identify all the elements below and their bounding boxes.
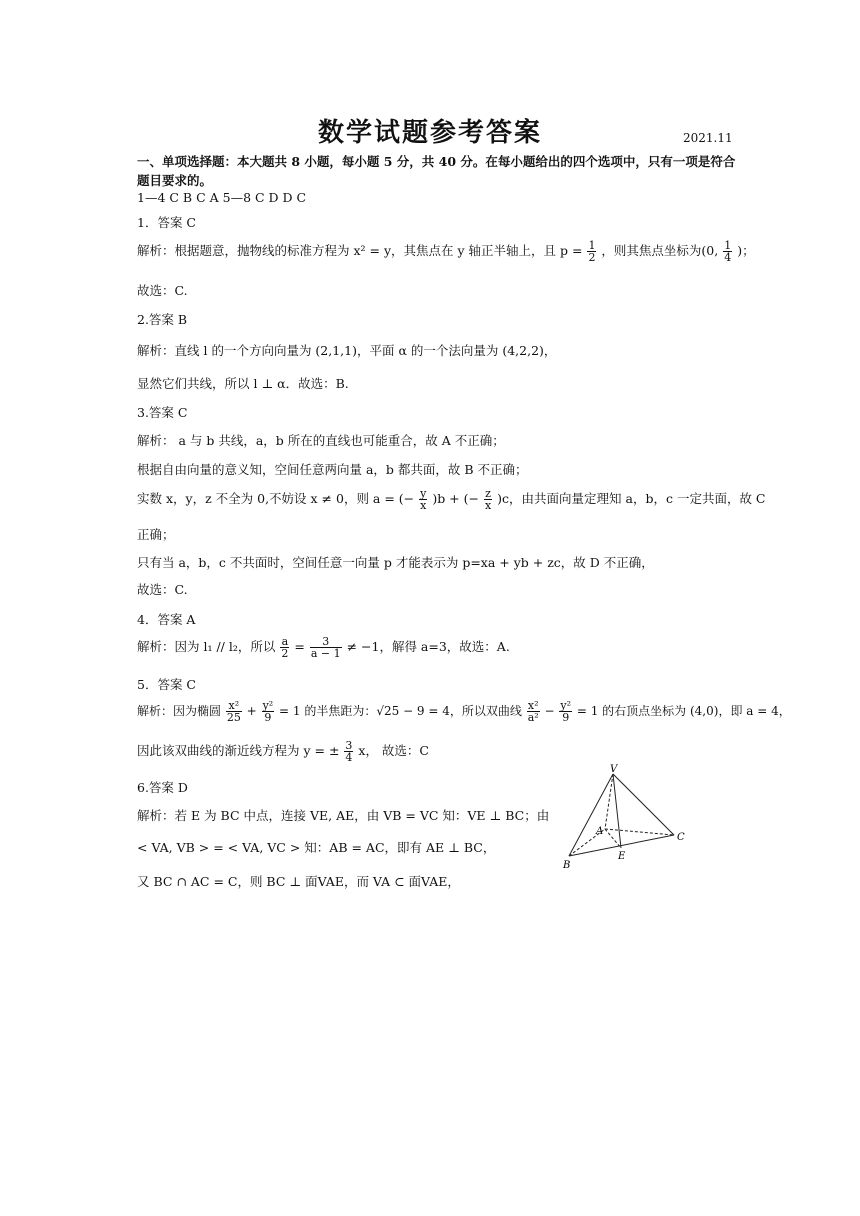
q4-frac1-denominator: 2 <box>281 647 289 660</box>
vertex-label-a: A <box>596 826 604 837</box>
q5-analysis <box>137 700 791 723</box>
q2-analysis: 解析：直线 l 的一个方向向量为 (2,1,1)，平面 α 的一个法向量为 (4,2,2)， <box>137 343 557 358</box>
vertex-label-b: B <box>563 860 571 871</box>
q3-fraction-z-x <box>484 488 492 511</box>
q3-line2: 根据自由向量的意义知，空间任意两向量 a，b 都共面，故 B 不正确； <box>137 462 528 477</box>
q1-frac-f-numerator: 1 <box>724 239 732 252</box>
q3-frac2-denominator: x <box>484 499 492 512</box>
q3-line3 <box>137 488 766 511</box>
q4-analysis-text-a: 解析：因为 l₁ // l₂，所以 <box>137 639 276 654</box>
q2-answer: 2.答案 B <box>137 312 188 327</box>
q3-frac1-denominator: x <box>420 499 427 512</box>
q5-line2-text-a: 因此该双曲线的渐近线方程为 y = ± <box>137 743 340 758</box>
section-heading-line2: 题目要求的。 <box>137 173 213 188</box>
q5-analysis-text-a: 解析：因为椭圆 <box>137 704 222 718</box>
edge-ac <box>605 829 674 835</box>
q3-frac1-numerator: y <box>420 487 427 500</box>
q4-frac1-numerator: a <box>281 635 289 648</box>
q6-line1: 解析：若 E 为 BC 中点，连接 VE, AE，由 VB = VC 知：VE ⊥ BC；由 <box>137 808 550 823</box>
q1-analysis-text-c: )； <box>737 243 755 258</box>
q5-answer: 5．答案 C <box>137 677 196 692</box>
q1-analysis-text-b: ，则其焦点坐标为(0, <box>601 243 719 258</box>
q5-fraction-y2-9b <box>559 700 572 723</box>
q5-f4-denominator: 9 <box>562 711 570 724</box>
q3-line3-text-b: )b + (− <box>432 491 479 506</box>
q5-fraction-x2-a2 <box>527 700 540 723</box>
q4-analysis-text-b: ≠ −1，解得 a=3，故选：A. <box>346 639 510 654</box>
date-label: 2021.11 <box>683 131 733 145</box>
q1-frac-p-denominator: 2 <box>588 251 596 264</box>
q3-line3-text-c: )c，由共面向量定理知 a，b，c 一定共面，故 C <box>497 491 766 506</box>
q6-line3: 又 BC ∩ AC = C，则 BC ⊥ 面VAE，而 VA ⊂ 面VAE， <box>137 874 460 889</box>
vertex-label-c: C <box>677 832 685 843</box>
q3-line1: 解析： a 与 b 共线，a，b 所在的直线也可能重合，故 A 不正确； <box>137 433 505 448</box>
segment-ve <box>613 774 621 848</box>
q6-line2: < VA, VB > = < VA, VC > 知：AB = AC，即有 AE ⊥ BC， <box>137 840 496 855</box>
q1-conclusion: 故选：C. <box>137 283 188 298</box>
q4-analysis <box>137 636 510 659</box>
q3-line5: 只有当 a，b，c 不共面时，空间任意一向量 p 才能表示为 p=xa + yb + zc，故 D 不正确， <box>137 555 654 570</box>
answer-summary: 1—4 C B C A 5—8 C D D C <box>137 190 307 205</box>
q4-equals: = <box>294 639 305 654</box>
edge-vc <box>613 774 674 835</box>
q5-f2-numerator: y² <box>262 699 274 712</box>
segment-ae <box>605 829 621 848</box>
q5-analysis-text-b: = 1 的半焦距为：√25 − 9 = 4，所以双曲线 <box>279 704 522 718</box>
q3-answer: 3.答案 C <box>137 405 188 420</box>
section-heading-line1: 一、单项选择题：本大题共 8 小题，每小题 5 分，共 40 分。在每小题给出的四个选项中，只有一项是符合 <box>137 154 736 169</box>
page-title: 数学试题参考答案 <box>317 118 542 148</box>
q1-analysis <box>137 240 755 263</box>
q2-conclusion: 显然它们共线，所以 l ⊥ α．故选：B. <box>137 376 349 391</box>
q5-f2-denominator: 9 <box>264 711 272 724</box>
q3-conclusion: 故选：C. <box>137 582 188 597</box>
vertex-label-v: V <box>610 764 618 775</box>
q1-frac-p-numerator: 1 <box>588 239 596 252</box>
q5-line2 <box>137 740 429 763</box>
q5-fraction-y2-9 <box>262 700 275 723</box>
q5-f1-numerator: x² <box>226 700 242 712</box>
q1-answer: 1．答案 C <box>137 215 196 230</box>
q5-f3-denominator: a² <box>527 711 539 724</box>
q4-fraction-a-2 <box>280 636 289 659</box>
q4-frac2-numerator: 3 <box>310 636 342 648</box>
q1-frac-f-denominator: 4 <box>724 251 732 264</box>
q3-line4: 正确； <box>137 527 175 542</box>
q1-analysis-text-a: 解析：根据题意，抛物线的标准方程为 x² = y，其焦点在 y 轴正半轴上，且 p = <box>137 243 583 258</box>
q3-frac2-numerator: z <box>485 487 491 500</box>
q5-f5-numerator: 3 <box>345 739 353 752</box>
q3-line3-text-a: 实数 x，y，z 不全为 0,不妨设 x ≠ 0，则 a = (− <box>137 491 415 506</box>
q3-fraction-y-x <box>419 488 427 511</box>
q5-plus: + <box>246 704 257 718</box>
q5-analysis-text-c: = 1 的右顶点坐标为 (4,0)，即 a = 4， <box>576 704 791 718</box>
q5-f4-numerator: y² <box>560 699 572 712</box>
q5-f5-denominator: 4 <box>345 751 353 764</box>
point-label-e: E <box>618 851 626 862</box>
q5-f1-denominator: 25 <box>226 711 241 724</box>
q5-line2-text-b: x， 故选：C <box>358 743 429 758</box>
q5-minus: − <box>544 704 555 718</box>
q1-fraction-p <box>587 240 596 263</box>
q4-frac2-denominator: a − 1 <box>310 647 341 660</box>
q4-answer: 4．答案 A <box>137 612 196 627</box>
q5-fraction-x2-25 <box>226 700 242 723</box>
q5-f3-numerator: x² <box>527 699 539 712</box>
pyramid-figure <box>555 762 705 874</box>
q5-fraction-3-4 <box>344 740 353 763</box>
q1-fraction-focus <box>723 240 732 263</box>
q6-answer: 6.答案 D <box>137 780 188 795</box>
edge-vb <box>569 774 613 856</box>
q4-fraction-3-a-1 <box>310 636 342 659</box>
